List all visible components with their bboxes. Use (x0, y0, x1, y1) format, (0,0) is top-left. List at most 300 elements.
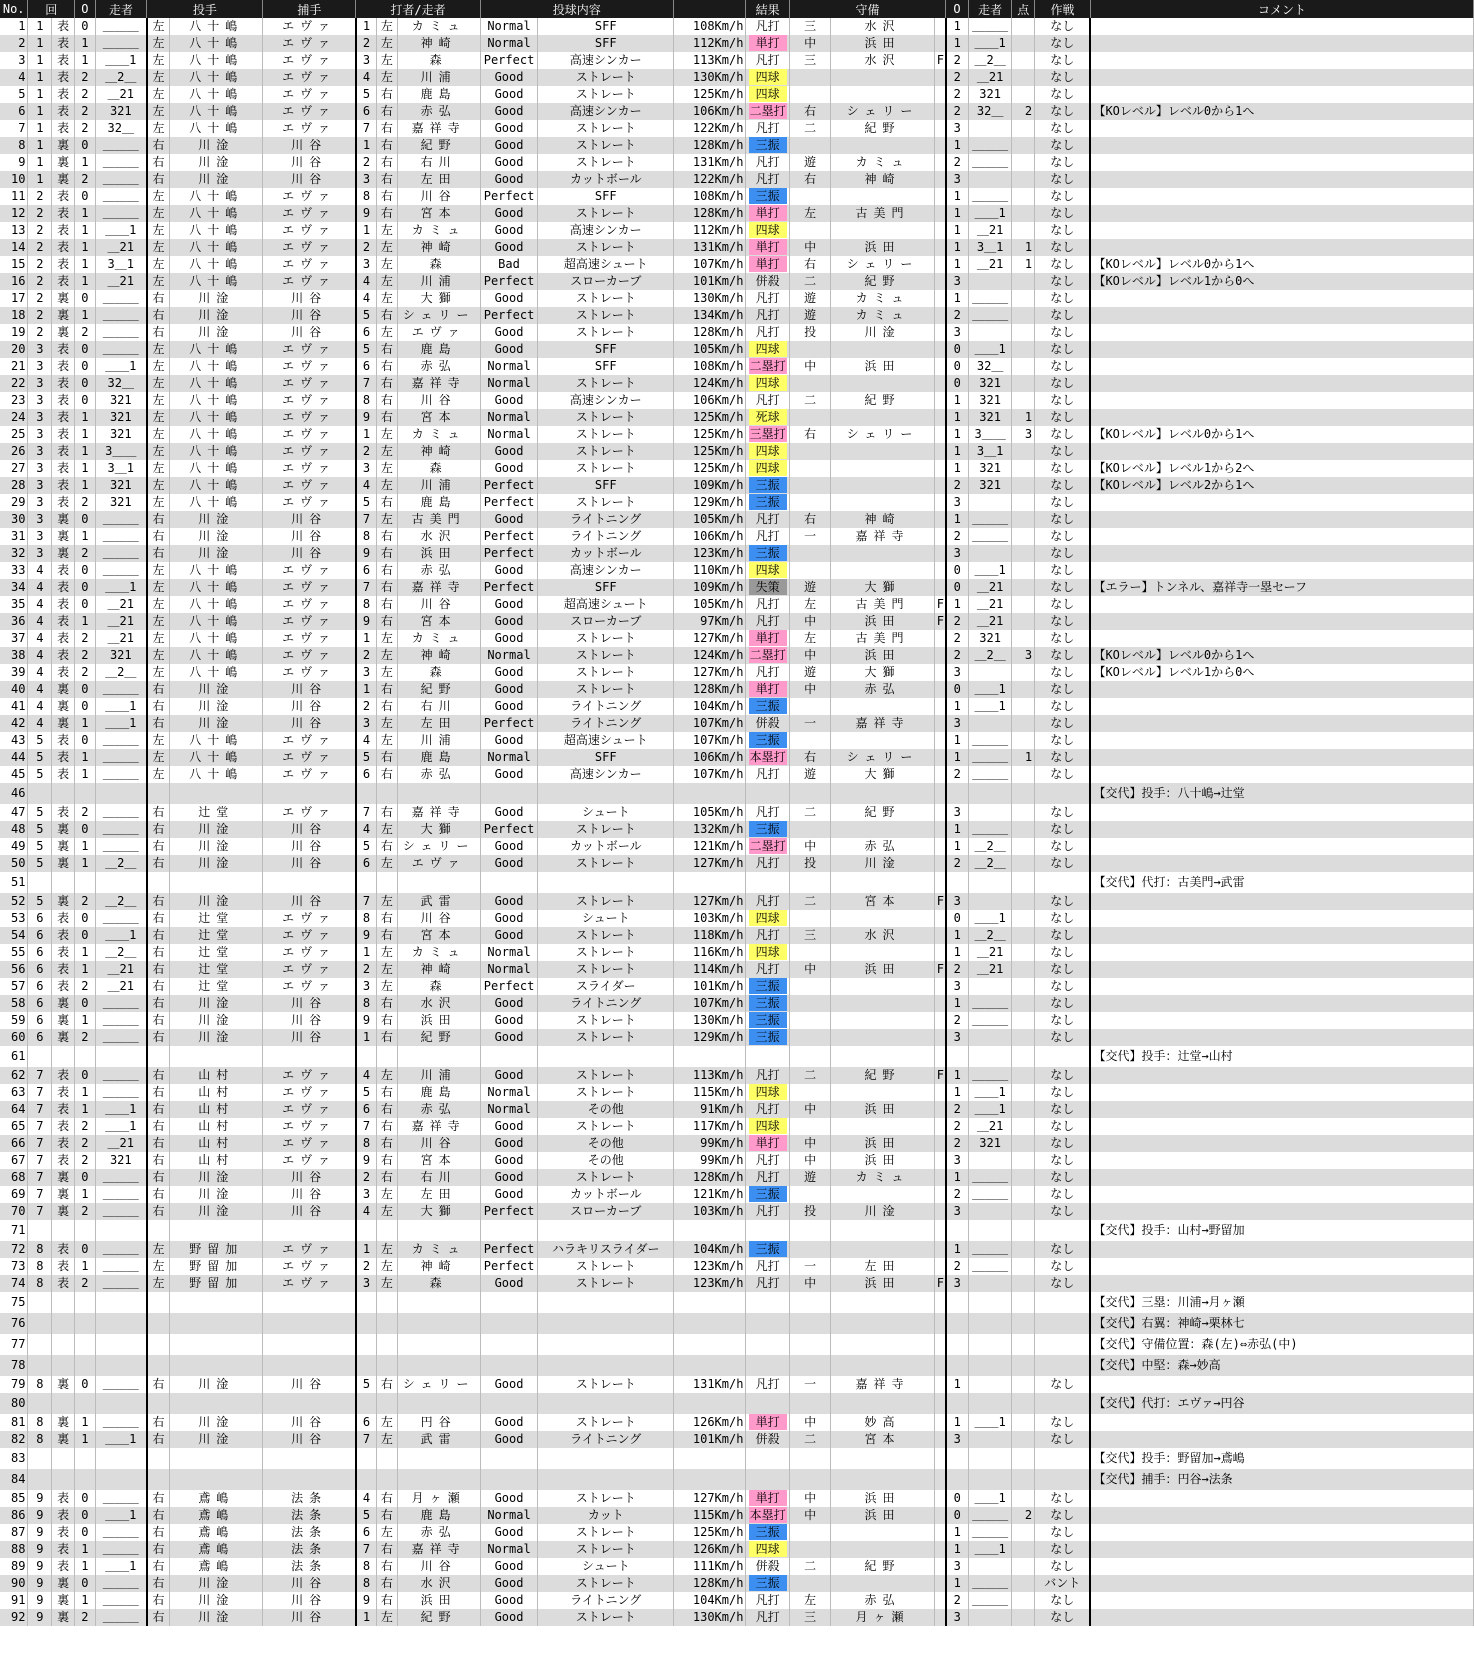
result-badge: 凡打 (755, 308, 780, 322)
cell-order: 2 (356, 35, 377, 52)
cell-pitcher-hand: 右 (147, 1012, 170, 1029)
table-row[interactable] (0, 1046, 1474, 1067)
cell-def-player (831, 995, 934, 1012)
table-row[interactable] (0, 324, 1474, 341)
header-catcher[interactable]: 捕手 (263, 0, 356, 18)
table-row[interactable] (0, 511, 1474, 528)
cell-flag (934, 1292, 945, 1313)
cell-def-pos: 三 (789, 927, 830, 944)
table-row[interactable] (0, 1376, 1474, 1393)
table-row[interactable] (0, 1067, 1474, 1084)
cell-pitcher (170, 1448, 263, 1469)
table-row[interactable] (0, 392, 1474, 409)
cell-def-pos: 右 (789, 171, 830, 188)
cell-strategy: なし (1035, 749, 1091, 766)
cell-runs (1012, 1334, 1035, 1355)
cell-result (746, 647, 789, 664)
cell-pitcher-hand: 左 (147, 273, 170, 290)
header-outs[interactable]: O (74, 0, 95, 18)
cell-inning: 5 (28, 749, 52, 766)
table-row[interactable] (0, 86, 1474, 103)
cell-runners: ＿＿＿ (95, 1490, 147, 1507)
table-row[interactable] (0, 613, 1474, 630)
table-row[interactable] (0, 995, 1474, 1012)
table-row[interactable] (0, 1609, 1474, 1626)
cell-def-pos (789, 1084, 830, 1101)
cell-half: 表 (52, 1241, 75, 1258)
cell-catcher: エヴァ (263, 69, 356, 86)
cell-runs (1012, 1203, 1035, 1220)
cell-outs-after: 2 (946, 1012, 969, 1029)
table-row[interactable] (0, 137, 1474, 154)
cell-no: 81 (0, 1414, 28, 1431)
cell-catcher: 川谷 (263, 1203, 356, 1220)
cell-flag (934, 927, 945, 944)
cell-inning: 1 (28, 86, 52, 103)
table-row[interactable] (0, 1541, 1474, 1558)
cell-half: 表 (52, 35, 75, 52)
cell-catcher: 川谷 (263, 821, 356, 838)
cell-batter-hand: 左 (377, 52, 398, 69)
cell-def-player (831, 1334, 934, 1355)
table-row[interactable] (0, 1152, 1474, 1169)
cell-batter-hand: 右 (377, 579, 398, 596)
cell-batter-hand: 左 (377, 664, 398, 681)
table-row[interactable] (0, 494, 1474, 511)
cell-batter-hand: 右 (377, 409, 398, 426)
cell-comment (1090, 1067, 1473, 1084)
cell-outs: 1 (74, 1258, 95, 1275)
cell-catcher: 川谷 (263, 137, 356, 154)
cell-runners-after: ＿2＿ (968, 52, 1011, 69)
cell-pitch-type: スローカーブ (538, 1203, 674, 1220)
table-row[interactable] (0, 528, 1474, 545)
table-row[interactable] (0, 804, 1474, 821)
table-row[interactable] (0, 596, 1474, 613)
cell-order: 3 (356, 1186, 377, 1203)
cell-batter (397, 1448, 480, 1469)
table-row[interactable] (0, 171, 1474, 188)
cell-batter-hand: 右 (377, 1376, 398, 1393)
cell-half: 裏 (52, 290, 75, 307)
table-row[interactable] (0, 698, 1474, 715)
cell-pitch-type: ストレート (538, 1609, 674, 1626)
cell-def-pos (789, 1012, 830, 1029)
cell-pitcher-hand: 右 (147, 821, 170, 838)
table-row[interactable] (0, 961, 1474, 978)
cell-no: 3 (0, 52, 28, 69)
cell-batter-hand: 右 (377, 995, 398, 1012)
table-row[interactable] (0, 1592, 1474, 1609)
table-row[interactable] (0, 1292, 1474, 1313)
table-row[interactable] (0, 1186, 1474, 1203)
cell-half: 裏 (52, 324, 75, 341)
cell-pitcher-hand: 右 (147, 698, 170, 715)
cell-pitch-type: シュート (538, 910, 674, 927)
header-runners-after[interactable]: 走者 (968, 0, 1011, 18)
header-outs-after[interactable]: O (946, 0, 969, 18)
cell-def-player (831, 1292, 934, 1313)
cell-flag (934, 35, 945, 52)
cell-quality: Perfect (480, 188, 538, 205)
cell-pitcher: 八十嶋 (170, 69, 263, 86)
header-result[interactable]: 結果 (746, 0, 789, 18)
table-row[interactable] (0, 893, 1474, 910)
cell-half: 裏 (52, 1575, 75, 1592)
cell-pitcher (170, 1334, 263, 1355)
table-row[interactable] (0, 910, 1474, 927)
cell-comment: 【KOレベル】レベル0から1へ (1090, 256, 1473, 273)
table-row[interactable] (0, 18, 1474, 35)
result-badge: 三塁打 (749, 427, 786, 441)
table-row[interactable] (0, 821, 1474, 838)
cell-def-pos: 投 (789, 855, 830, 872)
table-row[interactable] (0, 1469, 1474, 1490)
cell-result (746, 137, 789, 154)
table-row[interactable] (0, 715, 1474, 732)
table-row[interactable] (0, 154, 1474, 171)
cell-outs-after: 3 (946, 171, 969, 188)
cell-runners-after: ＿2＿ (968, 855, 1011, 872)
header-pitch[interactable]: 投球内容 (480, 0, 673, 18)
table-row[interactable] (0, 766, 1474, 783)
table-row[interactable] (0, 1355, 1474, 1376)
table-row[interactable] (0, 855, 1474, 872)
cell-batter-hand: 右 (377, 1135, 398, 1152)
table-row[interactable] (0, 647, 1474, 664)
table-row[interactable] (0, 838, 1474, 855)
table-row[interactable] (0, 1414, 1474, 1431)
cell-flag (934, 838, 945, 855)
cell-order: 1 (356, 681, 377, 698)
table-row[interactable] (0, 1448, 1474, 1469)
cell-runs (1012, 290, 1035, 307)
cell-flag (934, 1541, 945, 1558)
result-badge: 凡打 (755, 393, 780, 407)
cell-runners: 321 (95, 103, 147, 120)
cell-runners: ＿＿＿ (95, 511, 147, 528)
cell-pitcher-hand (147, 1448, 170, 1469)
table-row[interactable] (0, 562, 1474, 579)
cell-outs-after: 3 (946, 120, 969, 137)
cell-order (356, 1393, 377, 1414)
cell-pitch-type: ハラキリスライダー (538, 1241, 674, 1258)
cell-strategy: なし (1035, 596, 1091, 613)
table-row[interactable] (0, 460, 1474, 477)
cell-pitch-type: ストレート (538, 375, 674, 392)
cell-inning: 4 (28, 596, 52, 613)
table-row[interactable] (0, 1135, 1474, 1152)
cell-speed: 107Km/h (674, 732, 746, 749)
header-inning[interactable]: 回 (28, 0, 75, 18)
cell-batter: 神崎 (397, 1258, 480, 1275)
cell-pitcher-hand: 右 (147, 528, 170, 545)
table-row[interactable] (0, 1169, 1474, 1186)
cell-pitcher-hand: 右 (147, 1558, 170, 1575)
cell-def-player: 水沢 (831, 52, 934, 69)
cell-result (746, 910, 789, 927)
cell-speed: 111Km/h (674, 1558, 746, 1575)
table-row[interactable] (0, 1101, 1474, 1118)
result-badge: 凡打 (755, 1204, 780, 1218)
cell-order: 4 (356, 1490, 377, 1507)
cell-def-pos (789, 1575, 830, 1592)
cell-inning: 4 (28, 715, 52, 732)
cell-outs: 1 (74, 944, 95, 961)
header-runs[interactable]: 点 (1012, 0, 1035, 18)
cell-pitcher: 八十嶋 (170, 596, 263, 613)
table-row[interactable] (0, 872, 1474, 893)
cell-quality: Normal (480, 1101, 538, 1118)
cell-no: 40 (0, 681, 28, 698)
cell-pitcher-hand: 右 (147, 893, 170, 910)
table-row[interactable] (0, 1313, 1474, 1334)
cell-inning: 4 (28, 647, 52, 664)
table-row[interactable] (0, 681, 1474, 698)
header-comment[interactable]: コメント (1090, 0, 1473, 18)
table-row[interactable] (0, 69, 1474, 86)
table-row[interactable] (0, 443, 1474, 460)
cell-half: 表 (52, 927, 75, 944)
cell-inning: 3 (28, 358, 52, 375)
cell-quality: Good (480, 630, 538, 647)
cell-outs: 1 (74, 52, 95, 69)
table-row[interactable] (0, 1575, 1474, 1592)
table-row[interactable] (0, 341, 1474, 358)
cell-speed: 129Km/h (674, 494, 746, 511)
cell-outs-after: 1 (946, 1067, 969, 1084)
cell-flag (934, 307, 945, 324)
cell-outs-after: 2 (946, 1592, 969, 1609)
cell-pitch-type: ストレート (538, 443, 674, 460)
cell-flag (934, 1101, 945, 1118)
result-badge: 凡打 (755, 1102, 780, 1116)
table-row[interactable] (0, 1203, 1474, 1220)
cell-speed (674, 872, 746, 893)
table-row[interactable] (0, 358, 1474, 375)
cell-inning (28, 1220, 52, 1241)
table-row[interactable] (0, 477, 1474, 494)
cell-quality: Good (480, 1169, 538, 1186)
cell-runners: ＿＿＿ (95, 732, 147, 749)
header-batter[interactable]: 打者/走者 (356, 0, 480, 18)
table-row[interactable] (0, 1084, 1474, 1101)
cell-def-pos: 右 (789, 511, 830, 528)
cell-runners-after: ＿21 (968, 613, 1011, 630)
cell-batter-hand: 右 (377, 1169, 398, 1186)
cell-batter: 赤弘 (397, 766, 480, 783)
table-row[interactable] (0, 205, 1474, 222)
cell-def-player: 川淦 (831, 855, 934, 872)
table-row[interactable] (0, 927, 1474, 944)
header-no[interactable]: No. (0, 0, 28, 18)
cell-batter-hand: 左 (377, 944, 398, 961)
header-speed[interactable] (674, 0, 746, 18)
table-row[interactable] (0, 1012, 1474, 1029)
table-row[interactable] (0, 375, 1474, 392)
table-row[interactable] (0, 1220, 1474, 1241)
table-row[interactable] (0, 103, 1474, 120)
cell-runs (1012, 579, 1035, 596)
cell-def-player: 紀野 (831, 273, 934, 290)
cell-flag (934, 1258, 945, 1275)
table-row[interactable] (0, 1393, 1474, 1414)
table-row[interactable] (0, 1431, 1474, 1448)
cell-quality: Good (480, 205, 538, 222)
cell-def-pos (789, 1118, 830, 1135)
table-row[interactable] (0, 426, 1474, 443)
cell-outs-after: 1 (946, 1169, 969, 1186)
table-row[interactable] (0, 1334, 1474, 1355)
table-row[interactable] (0, 1258, 1474, 1275)
cell-pitch-type: ストレート (538, 324, 674, 341)
table-row[interactable] (0, 1118, 1474, 1135)
cell-catcher: エヴァ (263, 579, 356, 596)
cell-runs (1012, 307, 1035, 324)
cell-def-pos: 右 (789, 426, 830, 443)
table-row[interactable] (0, 256, 1474, 273)
cell-speed: 109Km/h (674, 579, 746, 596)
table-row[interactable] (0, 630, 1474, 647)
table-row[interactable] (0, 732, 1474, 749)
cell-strategy: なし (1035, 1414, 1091, 1431)
cell-runners: ＿＿＿ (95, 1258, 147, 1275)
cell-flag: F (934, 52, 945, 69)
cell-runners-after: 321 (968, 477, 1011, 494)
cell-flag (934, 1393, 945, 1414)
table-row[interactable] (0, 1275, 1474, 1292)
cell-flag (934, 910, 945, 927)
cell-pitch-type: SFF (538, 749, 674, 766)
table-row[interactable] (0, 1558, 1474, 1575)
table-row[interactable] (0, 545, 1474, 562)
table-row[interactable] (0, 273, 1474, 290)
cell-runners (95, 1292, 147, 1313)
cell-catcher: 川谷 (263, 1029, 356, 1046)
cell-runners: ＿＿＿ (95, 545, 147, 562)
cell-batter (397, 1393, 480, 1414)
cell-def-player (831, 821, 934, 838)
cell-runs (1012, 1414, 1035, 1431)
cell-outs: 0 (74, 995, 95, 1012)
cell-pitcher-hand (147, 872, 170, 893)
cell-strategy: なし (1035, 460, 1091, 477)
cell-catcher: エヴァ (263, 804, 356, 821)
table-row[interactable] (0, 409, 1474, 426)
table-row[interactable] (0, 579, 1474, 596)
cell-pitcher: 山村 (170, 1135, 263, 1152)
cell-batter: 左田 (397, 171, 480, 188)
cell-outs-after: 1 (946, 1414, 969, 1431)
cell-result (746, 1524, 789, 1541)
cell-batter-hand: 左 (377, 511, 398, 528)
cell-batter: 神崎 (397, 239, 480, 256)
header-strategy[interactable]: 作戦 (1035, 0, 1091, 18)
cell-pitcher: 川淦 (170, 893, 263, 910)
cell-batter-hand: 左 (377, 1241, 398, 1258)
cell-pitcher: 八十嶋 (170, 460, 263, 477)
cell-outs: 0 (74, 681, 95, 698)
cell-runners: ＿＿＿ (95, 290, 147, 307)
cell-comment (1090, 1241, 1473, 1258)
cell-batter: 宮本 (397, 927, 480, 944)
cell-pitch-type: ストレート (538, 137, 674, 154)
cell-half: 表 (52, 1101, 75, 1118)
cell-result (746, 855, 789, 872)
cell-batter: 川谷 (397, 1558, 480, 1575)
table-row[interactable] (0, 1507, 1474, 1524)
cell-runners-after: ＿＿＿ (968, 732, 1011, 749)
cell-comment (1090, 86, 1473, 103)
header-defense[interactable]: 守備 (789, 0, 945, 18)
cell-runners: ＿＿＿ (95, 171, 147, 188)
cell-pitcher: 川淦 (170, 698, 263, 715)
result-badge: 凡打 (755, 325, 780, 339)
table-row[interactable] (0, 1524, 1474, 1541)
cell-order: 2 (356, 1169, 377, 1186)
cell-runs: 2 (1012, 1507, 1035, 1524)
cell-no: 48 (0, 821, 28, 838)
cell-strategy: なし (1035, 273, 1091, 290)
table-row[interactable] (0, 783, 1474, 804)
cell-outs-after: 0 (946, 341, 969, 358)
table-row[interactable] (0, 1490, 1474, 1507)
result-badge: 凡打 (755, 19, 780, 33)
table-row[interactable] (0, 222, 1474, 239)
cell-flag (934, 1152, 945, 1169)
cell-inning: 8 (28, 1275, 52, 1292)
cell-catcher: エヴァ (263, 1275, 356, 1292)
cell-def-pos: 中 (789, 1507, 830, 1524)
cell-speed: 108Km/h (674, 188, 746, 205)
cell-pitch-type: カット (538, 1507, 674, 1524)
cell-no: 51 (0, 872, 28, 893)
table-row[interactable] (0, 35, 1474, 52)
table-row[interactable] (0, 664, 1474, 681)
table-row[interactable] (0, 239, 1474, 256)
result-badge: 四球 (749, 86, 787, 102)
table-row[interactable] (0, 978, 1474, 995)
cell-half: 表 (52, 978, 75, 995)
cell-runners-after: ＿＿＿ (968, 1067, 1011, 1084)
cell-def-player (831, 1118, 934, 1135)
cell-def-pos (789, 1029, 830, 1046)
cell-def-pos (789, 477, 830, 494)
cell-batter-hand (377, 872, 398, 893)
table-row[interactable] (0, 307, 1474, 324)
table-row[interactable] (0, 749, 1474, 766)
cell-speed: 113Km/h (674, 1067, 746, 1084)
cell-batter (397, 1046, 480, 1067)
cell-batter: 大獅 (397, 821, 480, 838)
table-row[interactable] (0, 290, 1474, 307)
cell-inning: 8 (28, 1376, 52, 1393)
cell-strategy: なし (1035, 477, 1091, 494)
header-runners[interactable]: 走者 (95, 0, 147, 18)
cell-outs: 1 (74, 766, 95, 783)
result-badge: 三振 (749, 821, 787, 837)
table-row[interactable] (0, 120, 1474, 137)
header-pitcher[interactable]: 投手 (147, 0, 263, 18)
cell-result (746, 239, 789, 256)
table-row[interactable] (0, 1029, 1474, 1046)
table-row[interactable] (0, 1241, 1474, 1258)
cell-runs (1012, 1067, 1035, 1084)
cell-no: 54 (0, 927, 28, 944)
table-row[interactable] (0, 188, 1474, 205)
table-row[interactable] (0, 52, 1474, 69)
table-row[interactable] (0, 944, 1474, 961)
